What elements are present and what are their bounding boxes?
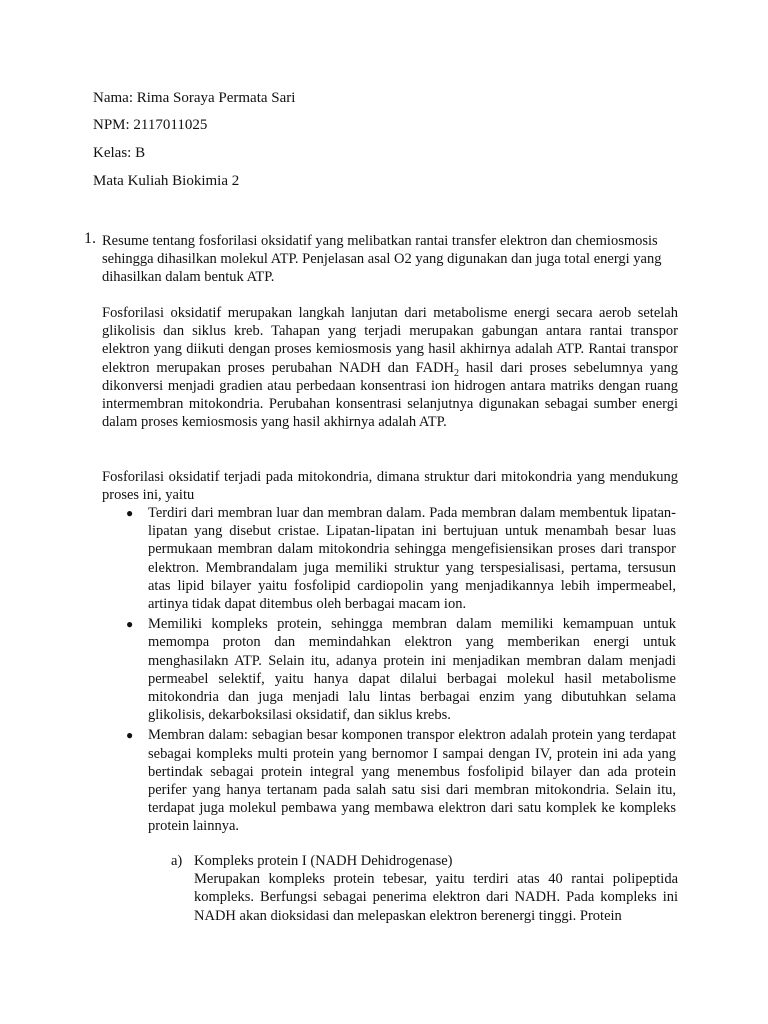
student-name: Nama: Rima Soraya Permata Sari: [93, 90, 296, 106]
question-text: Resume tentang fosforilasi oksidatif yang melibatkan rantai transfer elektron dan chemiosmosis sehingga dihasilkan molekul ATP. Penjelasan asal O2 yang digunakan dan juga total energi yang dihasilkan dalam bentuk ATP.: [102, 233, 662, 286]
bullet-item-3: [126, 726, 676, 835]
paragraph-1-part-b: hasil dari proses sebelumnya yang dikonversi menjadi gradien atau perbedaan konsentrasi ion hidrogen antara matriks dengan ruang intermembran mitokondria. Perubahan konsentrasi selanjutnya digunakan sebagai sumber energi dalam proses kemiosmosis yang hasil akhirnya adalah ATP.: [102, 359, 678, 431]
course-name: Mata Kuliah Biokimia 2: [93, 173, 240, 189]
paragraph-1: [102, 304, 678, 431]
sub-item-label: a): [171, 853, 183, 869]
bullet-dot-icon: ●: [126, 506, 134, 520]
bullet-dot-icon: ●: [126, 728, 134, 743]
bullet-dot-icon: ●: [126, 617, 134, 632]
bullet-item-1: [126, 504, 676, 613]
student-npm: NPM: 2117011025: [93, 117, 208, 133]
bullet-text-1: Terdiri dari membran luar dan membran dalam. Pada membran dalam membentuk lipatan-lipatan yang disebut cristae. Lipatan-lipatan ini bertujuan untuk menambah besar luas permukaan membran dalam mitokondria sehingga mengefisiensikan proses dari transpor elektron. Membrandalam juga memiliki struktur yang terspesialisasi, pertama, tersusun atas lipid bilayer yaitu fosfolipid cardiopolin yang menjadikannya lebih impermeabel, artinya tidak dapat ditembus oleh berbagai macam ion.: [148, 505, 676, 613]
student-class: Kelas: B: [93, 145, 146, 161]
bullet-text-2: Memiliki kompleks protein, sehingga membran dalam memiliki kemampuan untuk memompa proton dan memindahkan elektron yang memberikan energi untuk menghasilakn ATP. Selain itu, adanya protein ini menjadikan membran dalam menjadi permeabel selektif, yaitu hanya dapat dilalui berbagai molekul hasil metabolisme mitokondria dan juga menjadi lalu lintas berbagai enzim yang dibutuhkan selama glikolisis, dekarboksilasi oksidatif, dan siklus krebs.: [148, 616, 676, 724]
sub-item-body: Merupakan kompleks protein tebesar, yaitu terdiri atas 40 rantai polipeptida kompleks. Berfungsi sebagai penerima elektron dari NADH. Pada kompleks ini NADH akan dioksidasi dan melepaskan elektron berenergi tinggi. Protein: [194, 871, 678, 924]
question-number: 1.: [84, 230, 96, 247]
paragraph-2: Fosforilasi oksidatif terjadi pada mitokondria, dimana struktur dari mitokondria yang mendukung proses ini, yaitu: [102, 469, 678, 504]
paragraph-1-subscript: 2: [454, 367, 460, 379]
sub-item-title: Kompleks protein I (NADH Dehidrogenase): [194, 853, 453, 869]
bullet-item-2: [126, 615, 676, 724]
paragraph-1-part-a: Fosforilasi oksidatif merupakan langkah lanjutan dari metabolisme energi secara aerob setelah glikolisis dan siklus kreb. Tahapan yang terjadi merupakan gabungan antara rantai transpor elektron yang diikuti dengan proses kemiosmosis yang hasil akhirnya adalah ATP. Rantai transpor elektron merupakan proses perubahan NADH dan FADH: [102, 305, 678, 376]
sub-item-a: [171, 852, 678, 925]
bullet-list: [126, 504, 676, 838]
bullet-text-3: Membran dalam: sebagian besar komponen transpor elektron adalah protein yang terdapat sebagai kompleks multi protein yang bernomor I sampai dengan IV, protein ini ada yang bertindak sebagai protein integral yang menembus fosfolipid bilayer dan ada protein perifer yang hanya tertanam pada salah satu sisi dari membran mitokondria. Selain itu, terdapat juga molekul pembawa yang membawa elektron dari satu komplek ke kompleks protein lainnya.: [148, 727, 676, 835]
